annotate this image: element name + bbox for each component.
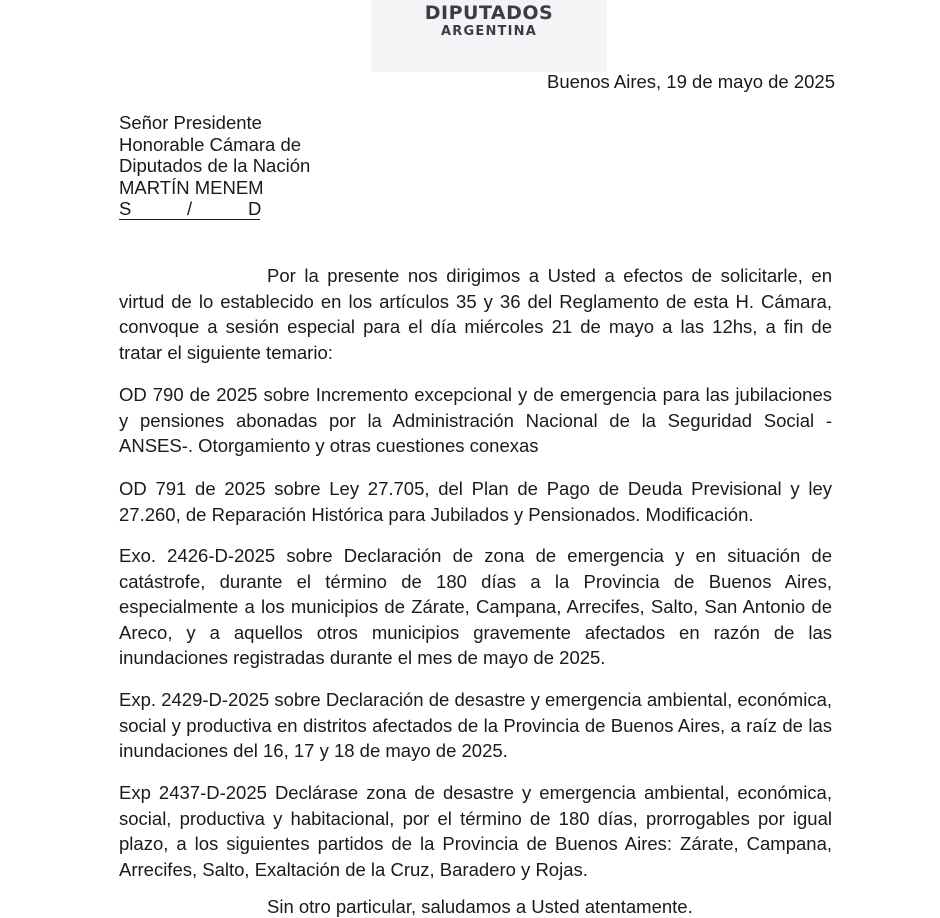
addressee-line-2: Honorable Cámara de — [119, 133, 302, 155]
sd-abbreviation — [119, 198, 260, 220]
agenda-item: Exp. 2429-D-2025 sobre Declaración de desastre y emergencia ambiental, económica, social y productiva en distritos afectados de la Provincia de Buenos Aires, a raíz de las inundaciones del 16, 17 y 18 de mayo de 2025. — [119, 689, 832, 761]
letterhead-logo — [371, 0, 607, 72]
agenda-item: Exo. 2426-D-2025 sobre Declaración de zona de emergencia y en situación de catástrofe, durante el término de 180 días a la Provincia de Buenos Aires, especialmente a los municipios de Zárate, Campana, Arrecifes, Salto, San Antonio de Areco, y a aquellos otros municipios gravemente afectados en razón de las inundaciones registradas durante el mes de mayo de 2025. — [119, 545, 832, 668]
addressee-name: MARTÍN MENEM — [119, 176, 264, 198]
agenda-item: OD 790 de 2025 sobre Incremento excepcional y de emergencia para las jubilaciones y pensiones abonadas por la Administración Nacional de la Seguridad Social -ANSES-. Otorgamiento y otras cuestiones conexas — [119, 384, 832, 456]
closing-line: Sin otro particular, saludamos a Usted atentamente. — [267, 896, 693, 917]
addressee-line-3: Diputados de la Nación — [119, 155, 311, 176]
letterhead-title: DIPUTADOS — [424, 2, 554, 24]
sd-slash: / — [187, 198, 193, 219]
intro-paragraph: Por la presente nos dirigimos a Usted a efectos de solicitarle, en virtud de lo establecido en los artículos 35 y 36 del Reglamento de esta H. Cámara, convoque a sesión especial para el día miércoles 21 de mayo a las 12hs, a fin de tratar el siguiente temario: — [119, 265, 832, 363]
agenda-item: OD 791 de 2025 sobre Ley 27.705, del Plan de Pago de Deuda Previsional y ley 27.260, de Reparación Histórica para Jubilados y Pensionados. Modificación. — [119, 478, 832, 525]
agenda-item: Exp 2437-D-2025 Declárase zona de desastre y emergencia ambiental, económica, social, productiva y habitacional, por el término de 180 días, prorrogables por igual plazo, a los siguientes partidos de la Provincia de Buenos Aires: Zárate, Campana, Arrecifes, Salto, Exaltación de la Cruz, Baradero y Rojas. — [119, 782, 832, 880]
sd-d: D — [248, 198, 262, 219]
date-line: Buenos Aires, 19 de mayo de 2025 — [547, 71, 835, 92]
letterhead-subtitle: ARGENTINA — [441, 24, 537, 39]
addressee-line-1: Señor Presidente — [119, 112, 262, 133]
sd-s: S — [119, 198, 132, 219]
addressee-block — [119, 112, 310, 225]
